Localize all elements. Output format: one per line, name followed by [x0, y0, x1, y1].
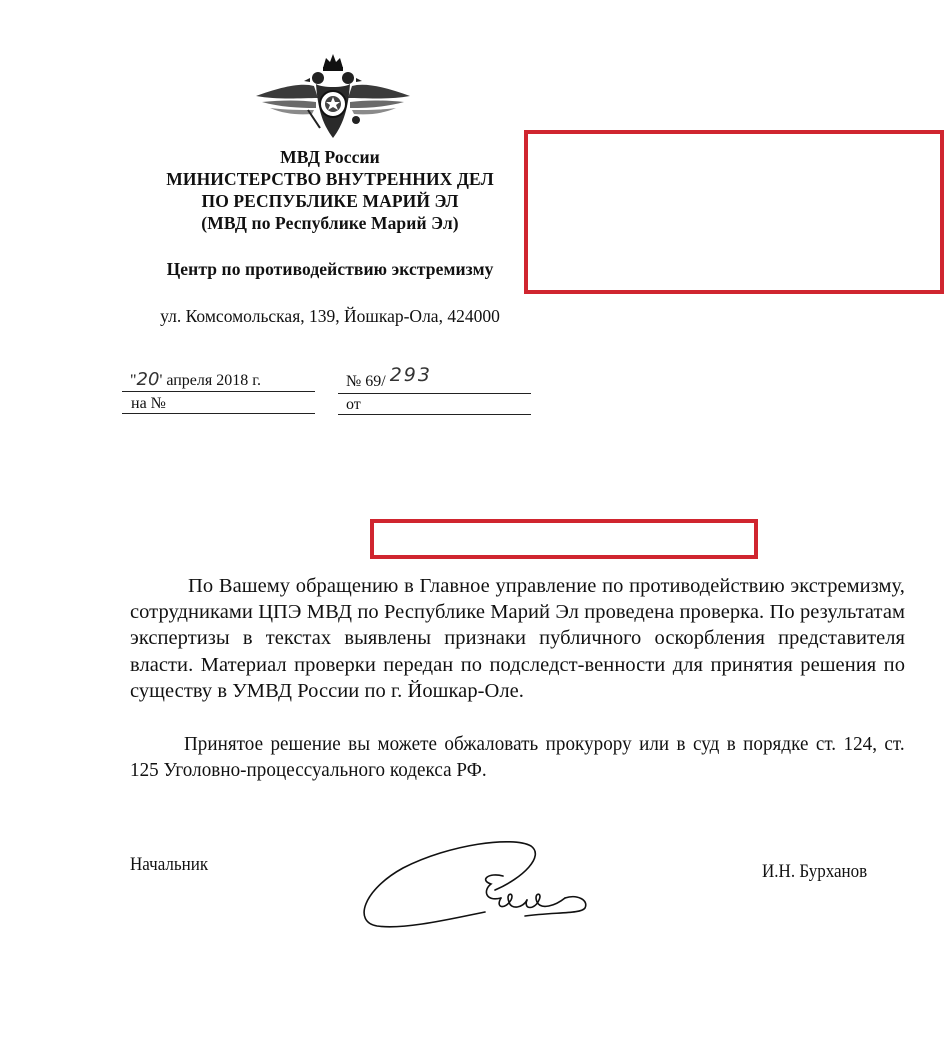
date-underline — [122, 391, 315, 392]
redacted-subject-box — [370, 519, 758, 559]
letterhead-address: ул. Комсомольская, 139, Йошкар-Ола, 424000 — [160, 306, 500, 326]
registration-number — [346, 364, 432, 391]
letterhead-department: Центр по противодействию экстремизму — [166, 259, 494, 279]
mvd-emblem-icon — [248, 52, 418, 144]
reply-to-underline — [122, 413, 315, 414]
number-underline — [338, 393, 531, 394]
date-close-quote: ' — [159, 372, 163, 389]
date-month-year: апреля 2018 г. — [162, 372, 261, 389]
signatory-title: Начальник — [130, 855, 209, 875]
date-day-handwritten: 20 — [136, 369, 160, 390]
date-open-quote: " — [130, 372, 137, 389]
number-handwritten: 293 — [389, 364, 432, 386]
signatory-name: И.Н. Бурханов — [762, 862, 868, 882]
reply-to-number-label: на № — [131, 395, 166, 412]
letterhead-region: ПО РЕСПУБЛИКЕ МАРИЙ ЭЛ — [201, 191, 459, 211]
from-date-label: от — [346, 396, 361, 413]
registration-date — [130, 371, 261, 390]
handwritten-signature-icon — [355, 838, 600, 933]
redacted-addressee-box — [524, 130, 944, 294]
body-paragraph-1: По Вашему обращению в Главное управление по противодействию экстремизму, сотрудниками ЦПЭ МВД по Республике Марий Эл проведена проверка. По результатам экспертизы в текстах выявлены признаки публичного оскорбления представителя власти. Материал проверки передан по подследст-венности для принятия решения по существу в УМВД России по г. Йошкар-Оле. — [130, 575, 905, 702]
letterhead-abbreviation: (МВД по Республике Марий Эл) — [201, 213, 459, 233]
number-prefix: № 69/ — [346, 373, 386, 390]
body-paragraph-2: Принятое решение вы можете обжаловать прокурору или в суд в порядке ст. 124, ст. 125 Уголовно-процессуального кодекса РФ. — [130, 733, 905, 782]
letterhead-ministry-short: МВД России — [280, 147, 380, 167]
from-underline — [338, 414, 531, 415]
letterhead-ministry-full: МИНИСТЕРСТВО ВНУТРЕННИХ ДЕЛ — [166, 169, 494, 189]
